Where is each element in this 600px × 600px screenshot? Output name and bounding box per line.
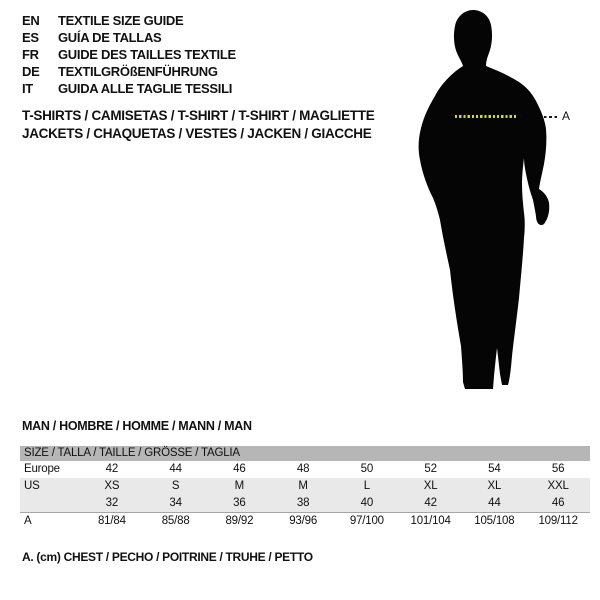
size-cell: 97/100 <box>349 515 384 527</box>
language-title: GUIDA ALLE TAGLIE TESSILI <box>58 81 233 96</box>
table-row-us <box>20 478 590 495</box>
category-line-tshirts: T-SHIRTS / CAMISETAS / T-SHIRT / T-SHIRT / MAGLIETTE <box>22 108 375 123</box>
size-cell: 44 <box>169 463 182 475</box>
language-title: TEXTILE SIZE GUIDE <box>58 13 184 28</box>
row-label: A <box>24 515 32 527</box>
size-cell: 36 <box>233 497 246 509</box>
size-cell: 101/104 <box>410 515 451 527</box>
language-row-it <box>22 80 236 97</box>
size-cell: 48 <box>296 463 310 475</box>
size-cell: 40 <box>360 497 374 509</box>
size-cell: XL <box>487 480 502 492</box>
language-list <box>22 12 236 97</box>
section-title-man: MAN / HOMBRE / HOMME / MANN / MAN <box>22 419 252 433</box>
size-cell: 32 <box>105 497 119 509</box>
language-row-es <box>22 29 236 46</box>
language-code: IT <box>22 81 33 96</box>
chest-measure-footnote: A. (cm) CHEST / PECHO / POITRINE / TRUHE / PETTO <box>22 550 313 564</box>
size-cell: 50 <box>360 463 374 475</box>
table-row-numeric <box>20 495 590 512</box>
size-cell: 54 <box>488 463 501 475</box>
table-row-europe <box>20 461 590 478</box>
man-silhouette <box>393 8 573 398</box>
size-cell: 46 <box>551 497 565 509</box>
size-cell: 81/84 <box>97 515 126 527</box>
measure-leader-dashes <box>544 116 559 118</box>
size-cell: M <box>234 480 245 492</box>
size-table <box>20 446 590 530</box>
size-cell: 56 <box>551 463 565 475</box>
language-row-fr <box>22 46 236 63</box>
garment-categories <box>22 107 374 143</box>
language-title: GUIDE DES TAILLES TEXTILE <box>58 47 236 62</box>
row-label: US <box>24 480 40 492</box>
language-code: ES <box>22 30 39 45</box>
language-title: TEXTILGRÖßENFÜHRUNG <box>58 64 218 79</box>
row-label: Europe <box>24 463 60 475</box>
category-line-jackets: JACKETS / CHAQUETAS / VESTES / JACKEN / GIACCHE <box>22 126 372 141</box>
size-cell: XL <box>423 480 438 492</box>
measure-label-a: A <box>562 109 570 123</box>
language-code: DE <box>22 64 40 79</box>
size-cell: 52 <box>424 463 437 475</box>
language-title: GUÍA DE TALLAS <box>58 30 162 45</box>
language-row-en <box>22 12 236 29</box>
size-cell: 42 <box>424 497 437 509</box>
size-cell: 44 <box>488 497 501 509</box>
size-cell: XS <box>104 480 120 492</box>
size-cell: 42 <box>105 463 119 475</box>
language-row-de <box>22 63 236 80</box>
man-silhouette-svg <box>393 8 573 398</box>
size-cell: 38 <box>296 497 310 509</box>
size-cell: 46 <box>233 463 246 475</box>
size-cell: 109/112 <box>538 515 578 527</box>
row-label <box>20 495 80 512</box>
size-cell: XXL <box>547 480 569 492</box>
table-row-chest-a <box>20 512 590 530</box>
size-cell: 34 <box>169 497 182 509</box>
size-cell: 85/88 <box>161 515 190 527</box>
language-code: EN <box>22 13 40 28</box>
size-cell: S <box>171 480 180 492</box>
size-cell: L <box>363 480 370 492</box>
size-cell: 89/92 <box>225 515 254 527</box>
size-cell: M <box>298 480 308 492</box>
size-cell: 105/108 <box>474 515 515 527</box>
language-code: FR <box>22 47 39 62</box>
size-cell: 93/96 <box>289 515 318 527</box>
chest-measure-dash-line <box>455 115 518 118</box>
silhouette-path <box>419 10 550 389</box>
size-table-header: SIZE / TALLA / TAILLE / GRÖSSE / TAGLIA <box>20 446 590 461</box>
